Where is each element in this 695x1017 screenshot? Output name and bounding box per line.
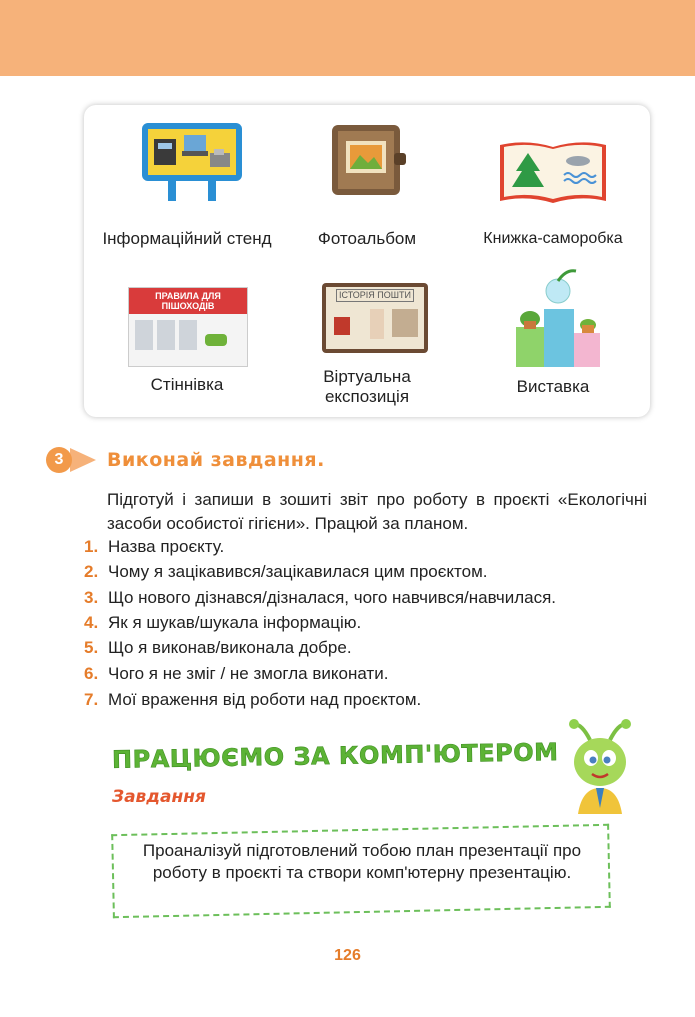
- project-forms-card: [84, 105, 650, 417]
- wall-newspaper-title: ПРАВИЛА ДЛЯ ПІШОХОДІВ: [129, 288, 247, 314]
- plan-item: [84, 662, 388, 686]
- form-wall-newspaper: [102, 283, 272, 413]
- photo-album-icon: [328, 123, 408, 199]
- plan-item-number: 5.: [84, 638, 99, 657]
- task-arrow: [70, 448, 96, 472]
- form-label: Книжка-саморобка: [483, 230, 623, 247]
- computer-section-heading: ПРАЦЮЄМО ЗА КОМП'ЮТЕРОМ: [111, 738, 559, 774]
- plan-item: [84, 636, 352, 660]
- plan-item-text: Чого я не зміг / не змогла виконати.: [108, 664, 389, 683]
- form-handmade-book: [468, 119, 638, 269]
- form-virtual-exposition: [282, 283, 452, 413]
- info-stand-icon: [140, 121, 244, 201]
- task-number-badge: 3: [46, 447, 72, 473]
- form-label: Віртуальна експозиція: [323, 367, 411, 406]
- plan-item-number: 6.: [84, 664, 99, 683]
- plan-item: [84, 586, 556, 610]
- handmade-book-icon: [498, 139, 608, 205]
- wall-newspaper-icon: [128, 287, 248, 367]
- form-exhibition: [468, 265, 638, 413]
- plan-item-text: Як я шукав/шукала інформацію.: [108, 613, 362, 632]
- computer-task-instruction: Проаналізуй підготовлений тобою план презентації про роботу в проєкті та створи комп'ютерну презентацію.: [142, 841, 582, 882]
- virtual-exposition-icon: [322, 283, 428, 353]
- form-label: Фотоальбом: [317, 229, 417, 248]
- form-info-stand: [102, 119, 272, 269]
- plan-item: [84, 560, 488, 584]
- page-number: 126: [334, 947, 361, 964]
- form-label: Стіннівка: [150, 375, 224, 394]
- plan-item-text: Що нового дізнався/дізналася, чого навчився/навчилася.: [108, 588, 557, 607]
- form-photo-album: [282, 119, 452, 269]
- plan-item-text: Чому я зацікавився/зацікавилася цим проєктом.: [108, 562, 488, 581]
- plan-item: [84, 611, 361, 635]
- form-label: Виставка: [516, 377, 590, 396]
- plan-item-number: 4.: [84, 613, 99, 632]
- exhibition-icon: [514, 267, 604, 371]
- plan-item: [84, 688, 421, 712]
- header-band: [0, 0, 695, 76]
- plan-item-number: 3.: [84, 588, 99, 607]
- task-title: Виконай завдання.: [107, 449, 325, 471]
- task-intro: Підготуй і запиши в зошиті звіт про роботу в проєкті «Екологічні засоби особистої гігієни». Працюй за планом.: [107, 490, 647, 533]
- plan-item-number: 7.: [84, 690, 99, 709]
- plan-item-text: Назва проєкту.: [108, 537, 225, 556]
- computer-task-label: Завдання: [112, 787, 206, 807]
- form-label: Інформаційний стенд: [102, 229, 272, 248]
- plan-item-number: 1.: [84, 537, 99, 556]
- plan-item-text: Що я виконав/виконала добре.: [108, 638, 352, 657]
- plan-item: [84, 535, 224, 559]
- plan-item-number: 2.: [84, 562, 99, 581]
- plan-item-text: Мої враження від роботи над проєктом.: [108, 690, 422, 709]
- mascot-character-icon: [566, 718, 636, 814]
- exposition-sign: ІСТОРІЯ ПОШТИ: [336, 289, 414, 302]
